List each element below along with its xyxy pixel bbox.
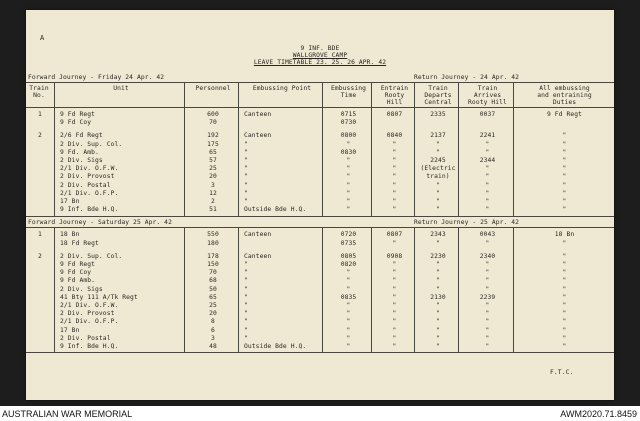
section1-row-2-entrain-rooty-hill: 0840	[386, 132, 403, 140]
section2-row-13-personnel: 48	[209, 343, 217, 350]
section1-row-7-personnel: 20	[209, 173, 217, 181]
section1-bottom-rule	[26, 216, 614, 217]
section1-row-7-train-departs-central: train)	[426, 173, 450, 181]
section1-row-8-train-arrives-rooty-hill: "	[485, 181, 490, 189]
section2-row-10-personnel: 8	[211, 318, 215, 326]
section2-row-6-entrain-rooty-hill: "	[392, 285, 397, 293]
section1-row-7-train-arrives-rooty-hill: "	[485, 173, 490, 181]
section2-row-8-embussing-point: "	[244, 302, 248, 309]
column-header-train-arrives-rooty-hill: Arrives	[473, 92, 502, 99]
section1-row-10-train-arrives-rooty-hill: "	[485, 198, 490, 205]
column-header-duties: and entraining	[537, 92, 592, 99]
column-header-unit: Unit	[113, 85, 129, 92]
section2-row-1-embussing-time: 0735	[340, 239, 357, 247]
column-header-embussing-point: Embussing Point	[252, 85, 312, 92]
section1-row-9-unit: 2/1 Div. O.F.P.	[60, 189, 119, 197]
column-header-train-arrives-rooty-hill: Rooty Hill	[468, 99, 507, 106]
column-header-embussing-time: Time	[340, 92, 357, 99]
column-header-entrain-rooty-hill: Entrain	[380, 85, 409, 92]
section1-row-10-duties: "	[562, 198, 567, 205]
section1-row-10-embussing-point: "	[244, 198, 248, 205]
section1-row-6-embussing-point: "	[244, 165, 248, 173]
column-rule-3-section2	[238, 227, 239, 352]
section1-row-7-embussing-point: "	[244, 173, 248, 181]
section1-row-8-duties: "	[562, 181, 567, 189]
section1-row-2-train-departs-central: 2137	[430, 132, 446, 140]
section2-row-11-personnel: 6	[211, 326, 215, 334]
section2-row-2-embussing-time: 0805	[340, 252, 357, 260]
section2-row-7-personnel: 65	[209, 293, 217, 301]
column-rule-5-section1	[371, 82, 372, 216]
section2-row-4-embussing-time: "	[346, 269, 351, 277]
section2-row-7-unit: 41 Bty 111 A/Tk Regt	[60, 293, 138, 301]
section1-row-11-unit: 9 Inf. Bde H.Q.	[60, 206, 119, 214]
header-bottom-rule	[26, 107, 614, 108]
section1-row-4-embussing-point: "	[244, 148, 248, 156]
section2-row-0-duties: 18 Bn	[554, 231, 575, 239]
column-rule-6-section1	[414, 82, 415, 216]
section1-row-5-personnel: 57	[209, 157, 217, 164]
section1-row-3-embussing-point: "	[244, 140, 248, 148]
section2-row-9-embussing-time: "	[346, 310, 351, 318]
column-rule-1-section1	[54, 82, 55, 216]
section1-row-5-embussing-time: "	[346, 157, 351, 164]
document-page	[26, 10, 614, 400]
section1-row-1-unit: 9 Fd Coy	[60, 119, 92, 127]
section2-row-1-train-arrives-rooty-hill: "	[485, 239, 490, 247]
section1-row-6-train-departs-central: (Electric	[420, 165, 456, 173]
section2-row-7-train-departs-central: 2130	[430, 293, 446, 301]
section1-row-3-entrain-rooty-hill: "	[392, 140, 397, 148]
section2-row-9-duties: "	[562, 310, 567, 318]
section2-row-8-entrain-rooty-hill: "	[392, 302, 397, 309]
section2-row-12-embussing-point: "	[244, 334, 248, 342]
archive-name: AUSTRALIAN WAR MEMORIAL	[2, 409, 133, 419]
column-rule-4-section1	[322, 82, 323, 216]
section2-row-3-embussing-time: 0820	[340, 261, 357, 268]
section1-row-5-train-arrives-rooty-hill: 2344	[479, 157, 496, 164]
section1-row-2-embussing-point: Canteen	[244, 132, 272, 140]
section2-row-3-personnel: 150	[207, 261, 219, 268]
column-rule-8-section2	[513, 227, 514, 352]
section1-row-8-embussing-time: "	[346, 181, 351, 189]
section2-row-7-train-arrives-rooty-hill: 2239	[479, 293, 496, 301]
section2-row-7-embussing-time: 0835	[340, 293, 357, 301]
section2-row-5-embussing-point: "	[244, 277, 248, 285]
column-rule-1-section2	[54, 227, 55, 352]
section1-row-11-embussing-point: Outside Bde H.Q.	[244, 206, 307, 214]
section2-row-12-train-departs-central: "	[436, 334, 440, 342]
section2-row-4-duties: "	[562, 269, 567, 277]
section1-row-11-duties: "	[562, 206, 567, 214]
section1-row-4-embussing-time: 0830	[340, 148, 357, 156]
section2-row-1-entrain-rooty-hill: "	[392, 239, 397, 247]
section2-row-3-duties: "	[562, 261, 567, 268]
section1-row-2-personnel: 192	[207, 132, 219, 140]
section2-row-10-train-departs-central: "	[436, 318, 440, 326]
section1-row-7-duties: "	[562, 173, 567, 181]
section1-row-4-entrain-rooty-hill: "	[392, 148, 397, 156]
section2-row-9-embussing-point: "	[244, 310, 248, 318]
section1-row-9-duties: "	[562, 189, 567, 197]
section1-row-11-train-departs-central: "	[436, 206, 440, 214]
section1-row-8-entrain-rooty-hill: "	[392, 181, 397, 189]
section2-row-2-train-arrives-rooty-hill: 2340	[479, 252, 496, 260]
section1-row-3-personnel: 175	[207, 140, 219, 148]
section2-row-1-unit: 18 Fd Regt	[60, 239, 99, 247]
section2-row-8-train-departs-central: "	[436, 302, 440, 309]
return-journey-2-heading: Return Journey - 25 Apr. 42	[414, 219, 520, 227]
section2-row-10-train-arrives-rooty-hill: "	[485, 318, 490, 326]
section2-row-6-embussing-point: "	[244, 285, 248, 293]
section2-row-7-entrain-rooty-hill: "	[392, 293, 397, 301]
column-header-entrain-rooty-hill: Hill	[386, 99, 403, 106]
section1-row-10-train-departs-central: "	[436, 198, 440, 205]
section1-row-6-duties: "	[562, 165, 567, 173]
section1-row-1-personnel: 70	[209, 119, 217, 127]
section2-row-0-embussing-point: Canteen	[244, 231, 272, 239]
section1-row-11-personnel: 51	[209, 206, 217, 214]
column-header-train-no: No.	[33, 92, 45, 99]
section1-row-0-embussing-time: 0715	[340, 111, 357, 118]
section2-row-10-embussing-time: "	[346, 318, 351, 326]
section2-row-3-unit: 9 Fd Regt	[60, 261, 96, 268]
section2-row-12-personnel: 3	[211, 334, 215, 342]
section1-row-5-unit: 2 Div. Sigs	[60, 157, 103, 164]
section2-row-6-duties: "	[562, 285, 567, 293]
section2-row-9-unit: 2 Div. Provost	[60, 310, 115, 318]
section2-row-0-unit: 18 Bn	[60, 231, 80, 239]
section2-row-1-train-departs-central: "	[436, 239, 440, 247]
section1-row-2-train-no: 2	[38, 132, 42, 140]
section2-row-13-unit: 9 Inf. Bde H.Q.	[60, 343, 119, 350]
column-header-duties: All embussing	[539, 85, 590, 92]
column-rule-7-section1	[458, 82, 459, 216]
section2-row-1-personnel: 180	[207, 239, 219, 247]
section2-row-3-train-departs-central: "	[436, 261, 440, 268]
section2-row-5-unit: 9 Fd Amb.	[60, 277, 96, 285]
section2-row-0-embussing-time: 0720	[340, 231, 357, 239]
section2-row-3-embussing-point: "	[244, 261, 248, 268]
column-rule-8-section1	[513, 82, 514, 216]
section2-row-13-duties: "	[562, 343, 567, 350]
section2-row-4-embussing-point: "	[244, 269, 248, 277]
section1-row-1-embussing-time: 0730	[340, 119, 357, 127]
column-rule-4-section2	[322, 227, 323, 352]
section2-row-6-train-arrives-rooty-hill: "	[485, 285, 490, 293]
section1-row-10-embussing-time: "	[346, 198, 351, 205]
section1-row-4-personnel: 65	[209, 148, 217, 156]
section2-row-10-unit: 2/1 Div. O.F.P.	[60, 318, 119, 326]
column-header-train-arrives-rooty-hill: Train	[477, 85, 498, 92]
column-rule-7-section2	[458, 227, 459, 352]
section1-row-0-entrain-rooty-hill: 0807	[386, 111, 403, 118]
forward-journey-1-heading: Forward Journey - Friday 24 Apr. 42	[28, 74, 165, 81]
section2-row-13-embussing-time: "	[346, 343, 351, 350]
section1-row-10-personnel: 2	[211, 198, 215, 205]
section2-row-12-duties: "	[562, 334, 567, 342]
section1-row-0-train-departs-central: 2335	[430, 111, 446, 118]
section2-row-11-embussing-point: "	[244, 326, 248, 334]
section2-top-rule	[26, 227, 614, 228]
column-header-train-departs-central: Train	[428, 85, 448, 92]
section2-row-0-personnel: 550	[207, 231, 219, 239]
section2-row-2-unit: 2 Div. Sup. Col.	[60, 252, 123, 260]
section2-row-1-duties: "	[562, 239, 567, 247]
forward-journey-2-heading: Forward Journey - Saturday 25 Apr. 42	[28, 219, 172, 227]
section2-row-2-train-no: 2	[38, 252, 42, 260]
section2-row-4-entrain-rooty-hill: "	[392, 269, 397, 277]
section1-row-7-entrain-rooty-hill: "	[392, 173, 397, 181]
section2-row-2-entrain-rooty-hill: 0908	[386, 252, 403, 260]
section2-row-5-train-departs-central: "	[436, 277, 440, 285]
section1-row-3-embussing-time: "	[346, 140, 351, 148]
section1-row-11-entrain-rooty-hill: "	[392, 206, 397, 214]
archive-reference: AWM2020.71.8459	[560, 409, 637, 419]
section1-row-11-train-arrives-rooty-hill: "	[485, 206, 490, 214]
section1-row-7-embussing-time: "	[346, 173, 351, 181]
section2-row-6-embussing-time: "	[346, 285, 351, 293]
section1-row-4-duties: "	[562, 148, 567, 156]
column-rule-5-section2	[371, 227, 372, 352]
section2-bottom-rule	[26, 352, 614, 353]
column-rule-2-section2	[184, 227, 185, 352]
section1-row-3-duties: "	[562, 140, 567, 148]
corner-mark: A	[40, 34, 45, 42]
section2-row-0-entrain-rooty-hill: 0807	[386, 231, 403, 239]
section1-row-3-train-departs-central: "	[436, 140, 440, 148]
section2-row-11-entrain-rooty-hill: "	[392, 326, 397, 334]
section2-row-4-train-departs-central: "	[436, 269, 440, 277]
section2-row-7-embussing-point: "	[244, 293, 248, 301]
section1-row-9-train-arrives-rooty-hill: "	[485, 189, 490, 197]
section2-row-9-train-arrives-rooty-hill: "	[485, 310, 490, 318]
section1-row-8-train-departs-central: "	[436, 181, 440, 189]
signature-initials: F.T.C.	[550, 369, 574, 376]
section2-row-6-train-departs-central: "	[436, 285, 440, 293]
section1-row-5-entrain-rooty-hill: "	[392, 157, 397, 164]
section1-row-2-train-arrives-rooty-hill: 2241	[479, 132, 496, 140]
column-header-train-departs-central: Departs	[424, 92, 452, 99]
section1-row-5-duties: "	[562, 157, 567, 164]
section2-row-5-embussing-time: "	[346, 277, 351, 285]
section1-row-5-embussing-point: "	[244, 157, 248, 164]
section1-row-6-entrain-rooty-hill: "	[392, 165, 397, 173]
section1-row-9-personnel: 12	[209, 189, 217, 197]
column-header-embussing-time: Embussing	[330, 85, 367, 92]
section1-row-4-train-arrives-rooty-hill: "	[485, 148, 490, 156]
section2-row-12-train-arrives-rooty-hill: "	[485, 334, 490, 342]
section1-row-9-train-departs-central: "	[436, 189, 440, 197]
section2-row-5-duties: "	[562, 277, 567, 285]
section1-row-2-unit: 2/6 Fd Regt	[60, 132, 103, 140]
section1-row-3-unit: 2 Div. Sup. Col.	[60, 140, 123, 148]
section2-row-12-embussing-time: "	[346, 334, 351, 342]
section1-row-0-train-arrives-rooty-hill: 0037	[479, 111, 496, 118]
column-rule-3-section1	[238, 82, 239, 216]
title-timetable: LEAVE TIMETABLE 23. 25. 26 APR. 42	[253, 59, 387, 66]
section1-row-4-unit: 9 Fd. Amb.	[60, 148, 99, 156]
section1-top-rule	[26, 82, 614, 83]
section1-row-2-embussing-time: 0800	[340, 132, 357, 140]
section1-row-2-duties: "	[562, 132, 567, 140]
section2-row-3-entrain-rooty-hill: "	[392, 261, 397, 268]
column-header-personnel: Personnel	[195, 85, 231, 92]
title-brigade: 9 INF. BDE	[300, 45, 340, 52]
section2-row-0-train-departs-central: 2343	[430, 231, 446, 239]
section1-row-10-entrain-rooty-hill: "	[392, 198, 397, 205]
section2-row-5-entrain-rooty-hill: "	[392, 277, 397, 285]
title-camp: WALLGROVE CAMP	[292, 52, 348, 59]
section2-row-11-duties: "	[562, 326, 567, 334]
section2-row-13-train-departs-central: "	[436, 343, 440, 350]
section2-row-9-personnel: 20	[209, 310, 217, 318]
section2-row-11-unit: 17 Bn	[60, 326, 80, 334]
section2-row-13-embussing-point: Outside Bde H.Q.	[244, 343, 307, 350]
section1-row-5-train-departs-central: 2245	[430, 157, 446, 164]
section2-row-2-personnel: 178	[207, 252, 219, 260]
section2-row-11-train-arrives-rooty-hill: "	[485, 326, 490, 334]
section2-row-5-train-arrives-rooty-hill: "	[485, 277, 490, 285]
section2-row-9-entrain-rooty-hill: "	[392, 310, 397, 318]
section2-row-9-train-departs-central: "	[436, 310, 440, 318]
section2-row-6-unit: 2 Div. Sigs	[60, 285, 103, 293]
section1-row-11-embussing-time: "	[346, 206, 351, 214]
section1-row-6-personnel: 25	[209, 165, 217, 173]
section2-row-11-embussing-time: "	[346, 326, 351, 334]
section2-row-5-personnel: 68	[209, 277, 217, 285]
archive-footer	[0, 406, 640, 421]
section1-row-9-embussing-time: "	[346, 189, 351, 197]
section1-row-10-unit: 17 Bn	[60, 198, 80, 205]
section2-row-8-personnel: 25	[209, 302, 217, 309]
section1-row-0-train-no: 1	[38, 111, 42, 118]
section1-row-9-embussing-point: "	[244, 189, 248, 197]
column-header-entrain-rooty-hill: Rooty	[384, 92, 405, 99]
section1-row-4-train-departs-central: "	[436, 148, 440, 156]
section2-row-12-entrain-rooty-hill: "	[392, 334, 397, 342]
section2-row-10-entrain-rooty-hill: "	[392, 318, 397, 326]
section2-row-0-train-no: 1	[38, 231, 42, 239]
section1-row-0-personnel: 600	[207, 111, 219, 118]
section1-row-8-personnel: 3	[211, 181, 215, 189]
section2-row-13-entrain-rooty-hill: "	[392, 343, 397, 350]
section1-row-9-entrain-rooty-hill: "	[392, 189, 397, 197]
section2-row-4-personnel: 70	[209, 269, 217, 277]
section1-row-6-train-arrives-rooty-hill: "	[485, 165, 490, 173]
section2-row-10-embussing-point: "	[244, 318, 248, 326]
section2-row-2-train-departs-central: 2230	[430, 252, 446, 260]
section2-row-12-unit: 2 Div. Postal	[60, 334, 111, 342]
section2-row-2-duties: "	[562, 252, 567, 260]
column-header-train-departs-central: Central	[424, 99, 452, 106]
section2-row-8-unit: 2/1 Div. O.F.W.	[60, 302, 119, 309]
section2-row-11-train-departs-central: "	[436, 326, 440, 334]
section2-row-8-train-arrives-rooty-hill: "	[485, 302, 490, 309]
section2-row-13-train-arrives-rooty-hill: "	[485, 343, 490, 350]
section1-row-7-unit: 2 Div. Provost	[60, 173, 115, 181]
section2-row-4-train-arrives-rooty-hill: "	[485, 269, 490, 277]
section2-row-10-duties: "	[562, 318, 567, 326]
section2-row-3-train-arrives-rooty-hill: "	[485, 261, 490, 268]
section2-row-0-train-arrives-rooty-hill: 0043	[479, 231, 496, 239]
section2-row-6-personnel: 50	[209, 285, 217, 293]
section1-row-8-embussing-point: "	[244, 181, 248, 189]
section1-row-3-train-arrives-rooty-hill: "	[485, 140, 490, 148]
section2-row-7-duties: "	[562, 293, 567, 301]
section1-row-6-unit: 2/1 Div. O.F.W.	[60, 165, 119, 173]
section1-row-8-unit: 2 Div. Postal	[60, 181, 111, 189]
section1-row-0-unit: 9 Fd Regt	[60, 111, 96, 118]
section1-row-0-embussing-point: Canteen	[244, 111, 272, 118]
column-rule-2-section1	[184, 82, 185, 216]
column-header-train-no: Train	[29, 85, 49, 92]
column-header-duties: Duties	[552, 99, 577, 106]
section2-row-2-embussing-point: Canteen	[244, 252, 272, 260]
section1-row-6-embussing-time: "	[346, 165, 351, 173]
column-rule-6-section2	[414, 227, 415, 352]
section2-row-4-unit: 9 Fd Coy	[60, 269, 92, 277]
section1-row-0-duties: 9 Fd Regt	[546, 111, 583, 118]
section2-row-8-embussing-time: "	[346, 302, 351, 309]
section2-row-8-duties: "	[562, 302, 567, 309]
return-journey-1-heading: Return Journey - 24 Apr. 42	[414, 74, 520, 81]
